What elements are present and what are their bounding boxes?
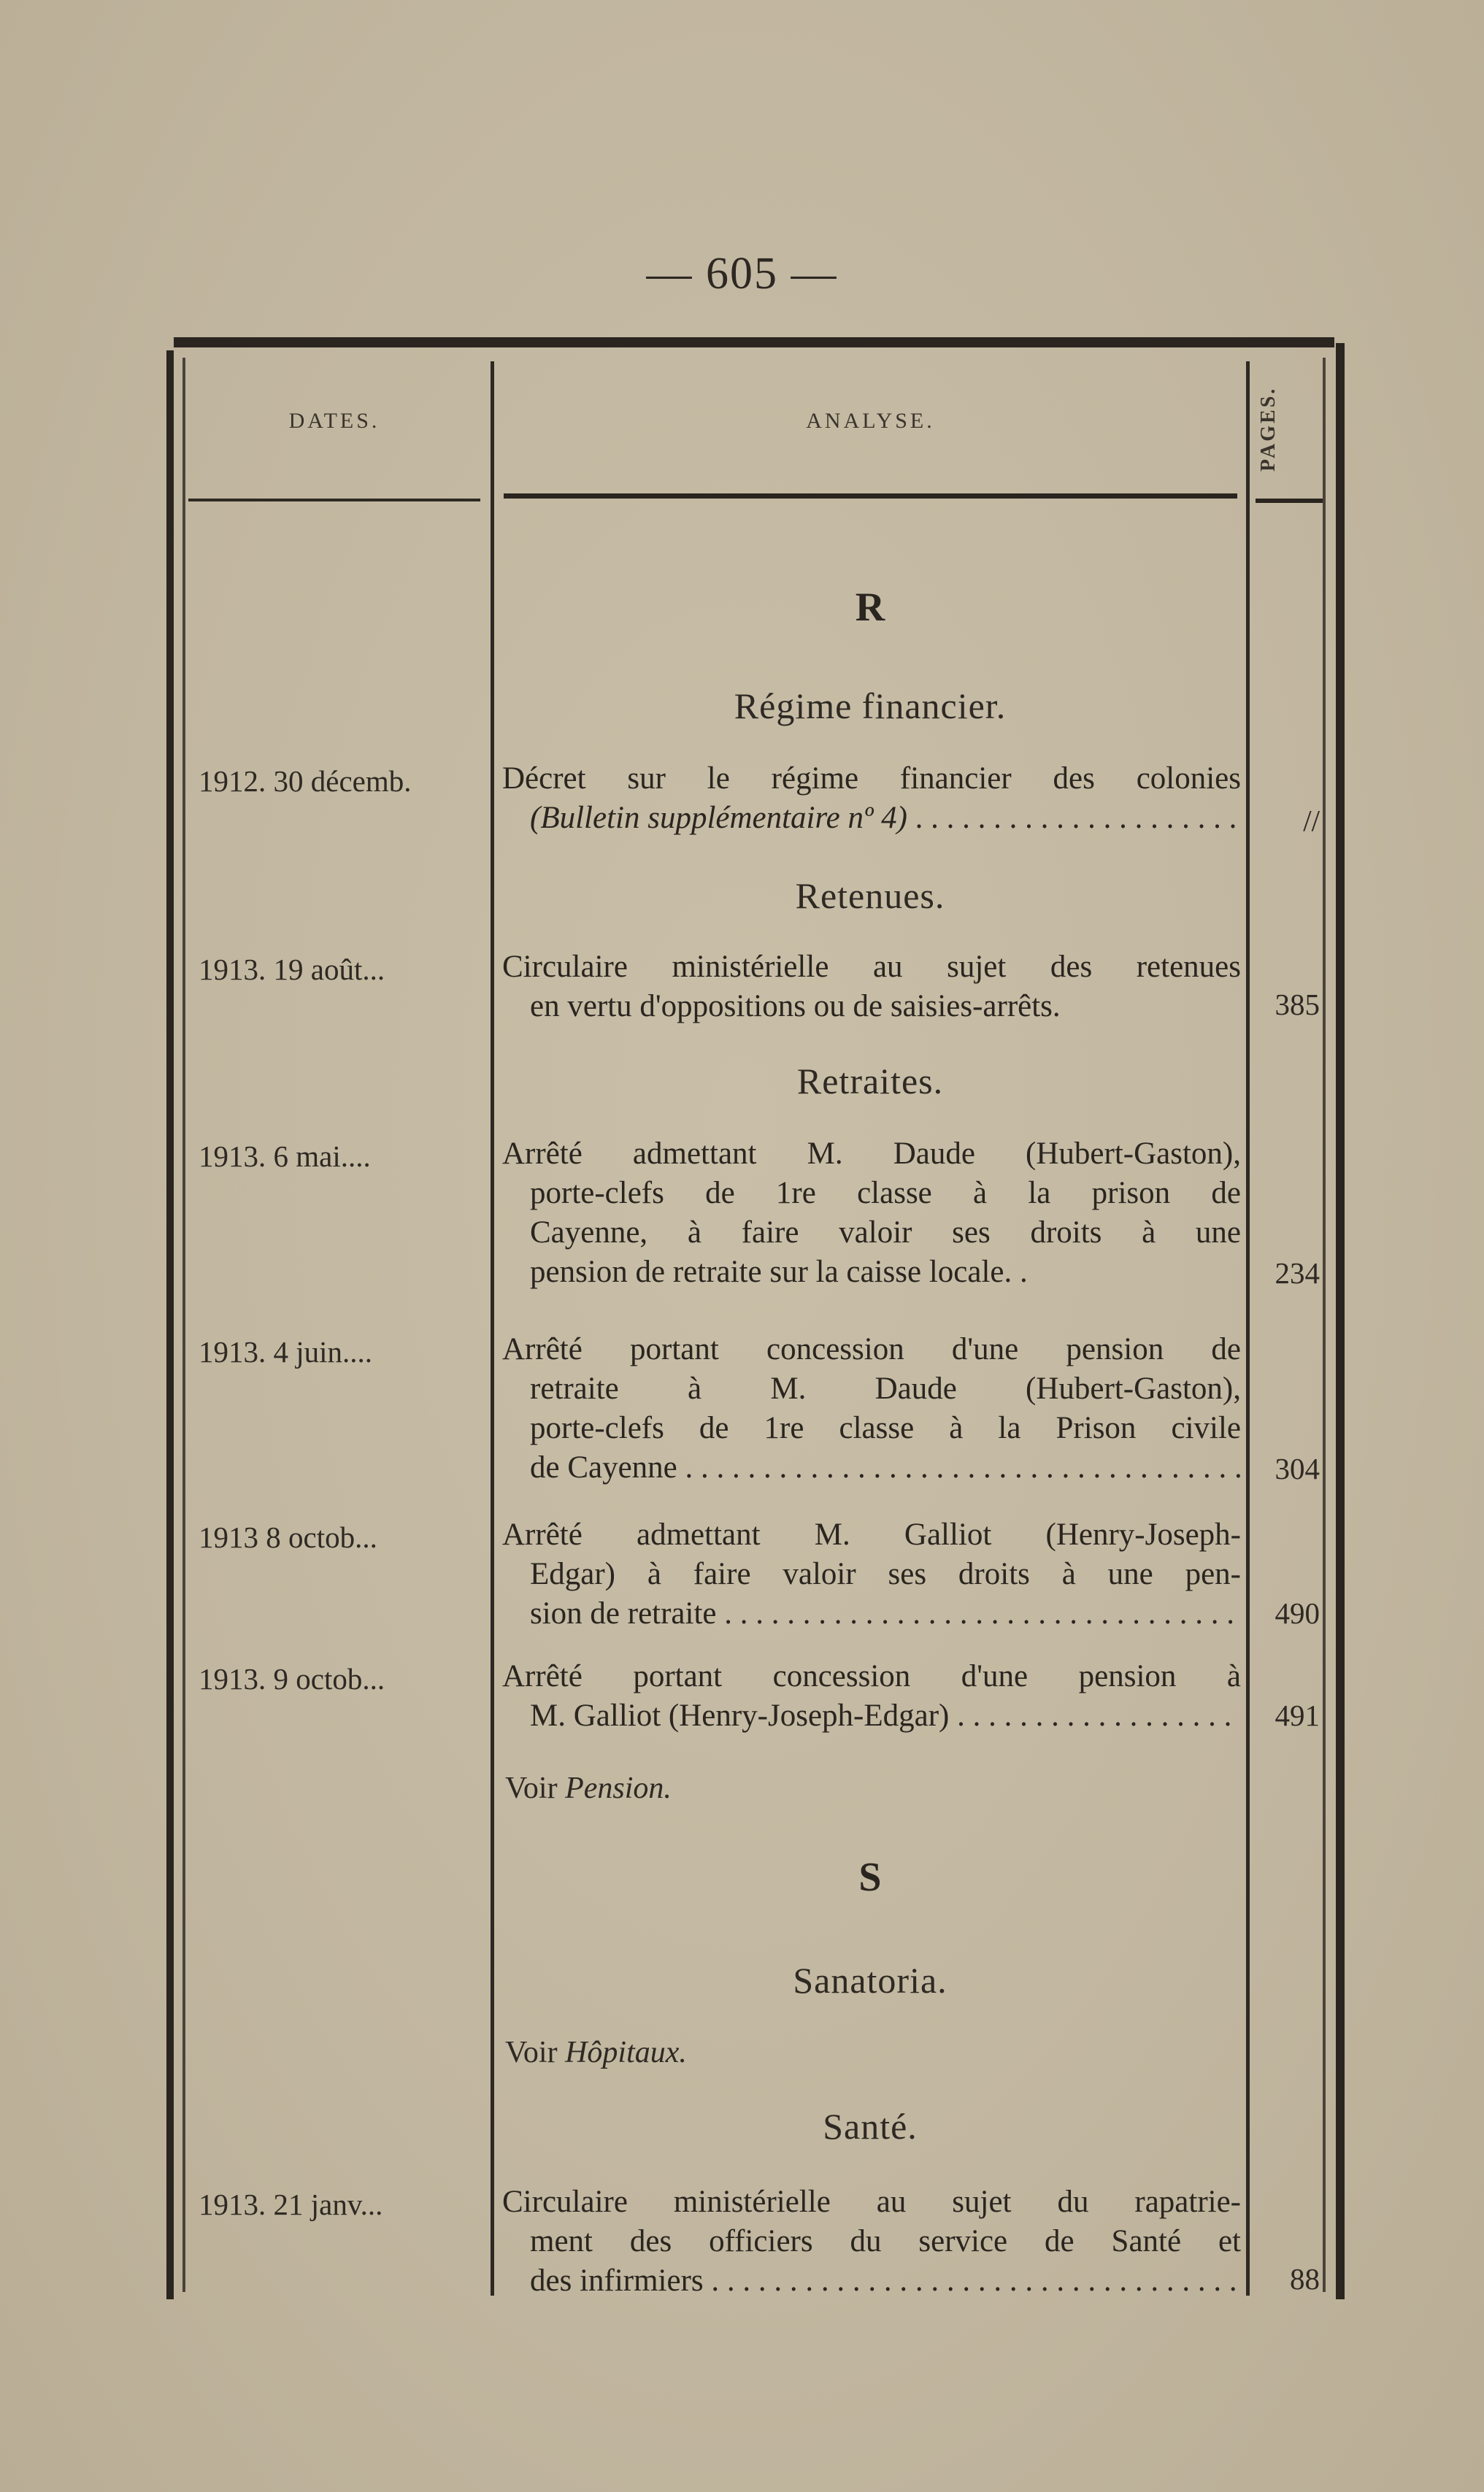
- see-also-target: Pension.: [565, 1772, 672, 1805]
- entry-page-ref: //: [1303, 804, 1320, 837]
- analysis-line: porte-clefs de 1re classe à la Prison civile: [530, 1411, 1241, 1445]
- column-divider-pages: [1246, 361, 1250, 2296]
- analysis-line: en vertu d'oppositions ou de saisies-arrêts.: [530, 989, 1061, 1023]
- entry-page-ref: 490: [1275, 1596, 1320, 1630]
- column-divider-dates: [491, 361, 494, 2296]
- analysis-line: Circulaire ministérielle au sujet des retenues: [502, 950, 1241, 984]
- column-header-dates: DATES.: [288, 409, 380, 433]
- entry-date: 1913. 21 janv...: [199, 2188, 383, 2221]
- see-also-pension[interactable]: [505, 1771, 672, 1806]
- analysis-line: Arrêté admettant M. Daude (Hubert-Gaston),: [502, 1137, 1241, 1171]
- subject-regime-financier: Régime financier.: [734, 685, 1007, 726]
- entry-page-ref: 304: [1275, 1452, 1320, 1485]
- subject-retenues: Retenues.: [795, 875, 945, 916]
- table-left-inner-border: [182, 358, 185, 2292]
- analysis-line: M. Galliot (Henry-Joseph-Edgar) . . .: [502, 1696, 1241, 1736]
- page-number: — 605 —: [646, 249, 838, 299]
- see-also-target: Hôpitaux.: [565, 2036, 687, 2069]
- analysis-line: Arrêté portant concession d'une pension à: [502, 1659, 1241, 1693]
- analysis-line: Edgar) à faire valoir ses droits à une pen-: [530, 1557, 1241, 1591]
- entry-page-ref: 234: [1275, 1256, 1320, 1290]
- analysis-line: de Cayenne . . .: [502, 1448, 1241, 1488]
- subject-sante: Santé.: [823, 2106, 918, 2147]
- entry-date: 1913 8 octob...: [199, 1520, 377, 1554]
- analysis-line: Circulaire ministérielle au sujet du rapatrie-: [502, 2185, 1241, 2219]
- analysis-line: porte-clefs de 1re classe à la prison de: [530, 1176, 1241, 1210]
- entry-analysis: [502, 1134, 1241, 1292]
- table-right-inner-border: [1323, 358, 1326, 2292]
- table-right-border: [1336, 343, 1345, 2299]
- entry-page-ref: 88: [1290, 2262, 1320, 2296]
- entry-date: 1912. 30 décemb.: [199, 764, 412, 798]
- analysis-line: Cayenne, à faire valoir ses droits à une: [530, 1215, 1241, 1250]
- analysis-line: des infirmiers . . .: [502, 2261, 1241, 2301]
- column-header-pages: PAGES.: [1257, 386, 1280, 472]
- analysis-line: Décret sur le régime financier des colonies: [502, 761, 1241, 796]
- bulletin-reference: (Bulletin supplémentaire nº 4): [530, 801, 907, 835]
- subject-sanatoria: Sanatoria.: [793, 1960, 947, 2001]
- see-also-prefix: Voir: [505, 1772, 558, 1805]
- analysis-line: Arrêté admettant M. Galliot (Henry-Joseph-: [502, 1518, 1241, 1552]
- entry-analysis: [502, 1330, 1241, 1488]
- analysis-line: sion de retraite . . .: [502, 1594, 1241, 1634]
- entry-analysis: [502, 2183, 1241, 2301]
- entry-analysis: [502, 947, 1241, 1026]
- analysis-line: pension de retraite sur la caisse locale. .: [530, 1255, 1028, 1289]
- analysis-line: [502, 799, 1241, 838]
- column-header-analyse: ANALYSE.: [806, 409, 935, 433]
- header-rule-dates: [188, 499, 480, 501]
- subject-retraites: Retraites.: [796, 1061, 944, 1101]
- entry-analysis: [502, 1657, 1241, 1736]
- entry-date: 1913. 9 octob...: [199, 1662, 385, 1696]
- entry-page-ref: 491: [1275, 1699, 1320, 1732]
- entry-page-ref: 385: [1275, 988, 1320, 1021]
- entry-date: 1913. 4 juin....: [199, 1335, 373, 1369]
- header-rule-analyse: [504, 493, 1237, 499]
- table-top-border: [174, 337, 1334, 347]
- see-also-prefix: Voir: [505, 2036, 558, 2069]
- section-letter-r: R: [855, 585, 885, 630]
- entry-date: 1913. 6 mai....: [199, 1139, 371, 1173]
- entry-date: 1913. 19 août...: [199, 953, 385, 986]
- see-also-hopitaux[interactable]: [505, 2035, 687, 2070]
- table-left-border: [166, 350, 174, 2299]
- entry-analysis: [502, 759, 1241, 838]
- section-letter-s: S: [858, 1855, 882, 1900]
- entry-analysis: [502, 1515, 1241, 1634]
- analysis-line: Arrêté portant concession d'une pension de: [502, 1332, 1241, 1366]
- analysis-line: retraite à M. Daude (Hubert-Gaston),: [530, 1372, 1241, 1406]
- header-rule-pages: [1256, 499, 1323, 503]
- analysis-line: ment des officiers du service de Santé et: [530, 2224, 1241, 2258]
